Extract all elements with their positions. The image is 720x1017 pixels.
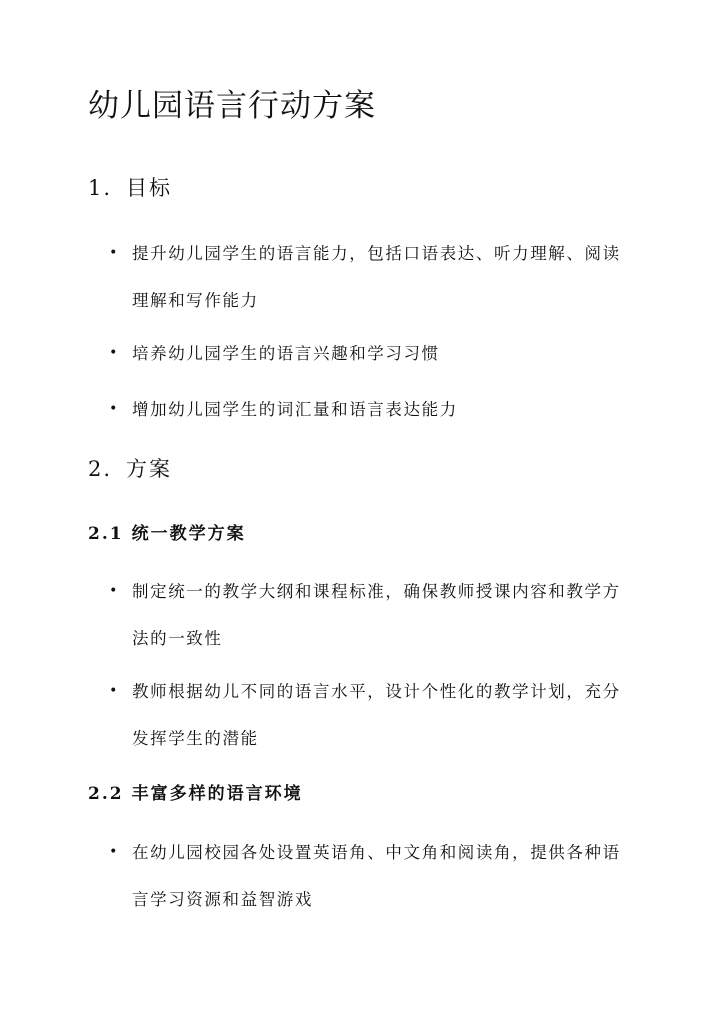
list-item <box>108 330 628 377</box>
section-title: 方案 <box>126 457 173 481</box>
list-item-text: 增加幼儿园学生的词汇量和语言表达能力 <box>132 400 458 419</box>
bullet-icon: • <box>109 583 119 599</box>
document-title: 幼儿园语言行动方案 <box>88 88 376 124</box>
bullet-icon: • <box>109 683 119 699</box>
section-title: 目标 <box>126 176 173 200</box>
list-item <box>108 230 628 324</box>
bullet-icon: • <box>109 345 119 361</box>
list-item <box>108 829 628 923</box>
list-item <box>108 568 628 662</box>
subsection-number: 2.2 <box>88 784 124 804</box>
bullet-icon: • <box>109 844 119 860</box>
list-item-text: 教师根据幼儿不同的语言水平，设计个性化的教学计划，充分发挥学生的潜能 <box>132 682 621 748</box>
subsection-number: 2.1 <box>88 524 124 544</box>
subsection-heading-unified-teaching <box>88 522 246 546</box>
section-heading-plan <box>88 455 172 483</box>
bullet-icon: • <box>109 401 119 417</box>
list-item <box>108 386 628 433</box>
subsection-title: 统一教学方案 <box>131 524 246 544</box>
section-heading-goals <box>88 174 172 202</box>
list-item-text: 在幼儿园校园各处设置英语角、中文角和阅读角，提供各种语言学习资源和益智游戏 <box>132 843 621 909</box>
subsection-heading-language-environment <box>88 782 303 806</box>
subsection-title: 丰富多样的语言环境 <box>131 784 303 804</box>
bullet-icon: • <box>109 245 119 261</box>
list-item-text: 培养幼儿园学生的语言兴趣和学习习惯 <box>132 344 440 363</box>
list-item-text: 制定统一的教学大纲和课程标准，确保教师授课内容和教学方法的一致性 <box>132 582 621 648</box>
section-number: 1. <box>88 176 113 200</box>
list-item <box>108 668 628 762</box>
section-number: 2. <box>88 457 113 481</box>
list-item-text: 提升幼儿园学生的语言能力，包括口语表达、听力理解、阅读理解和写作能力 <box>132 244 621 310</box>
